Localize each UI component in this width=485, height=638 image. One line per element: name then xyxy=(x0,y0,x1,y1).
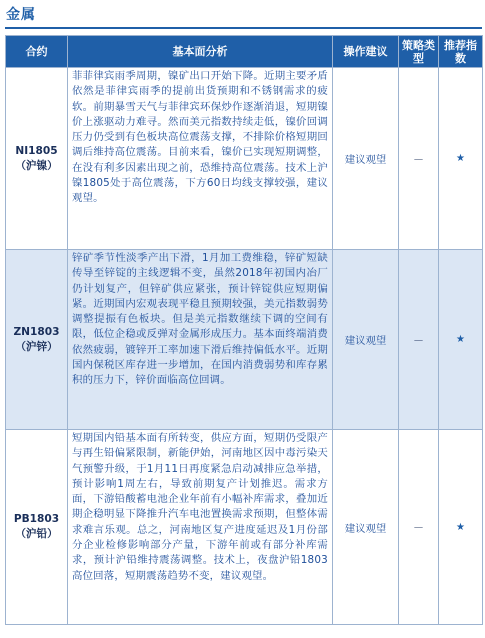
contract-name: （沪锌） xyxy=(15,340,58,353)
contract-code: PB1803 xyxy=(13,513,60,525)
analysis-text: 锌矿季节性淡季产出下滑，1月加工费维稳，锌矿短缺传导至锌锭的主线逻辑不变，虽然2018年初国内冶厂仍计划复产，但锌矿供应紧张，预计锌锭供应短期偏紧。近期国内宏观表现平稳且预期较强，美元指数弱势调整提振有色板块。但是美元指数继续下调的空间有限，低位企稳或反弹对金属形成压力。基本面终端消费依然疲弱，镀锌开工率加速下滑后维持偏低水平。近期国内保税区库存进一步增加，在国内消费弱势和库存累积的压力下，锌价面临高位回调。 xyxy=(68,250,333,430)
table-row xyxy=(6,68,483,250)
header-strategy: 策略类型 xyxy=(399,36,439,68)
title-divider xyxy=(5,27,482,29)
contract-name: （沪铅） xyxy=(15,528,58,540)
header-rating: 推荐指数 xyxy=(439,36,483,68)
analysis-text: 菲菲律宾雨季周期，镍矿出口开始下降。近期主要矛盾依然是菲律宾雨季的提前出货预期和不锈钢需求的疲软。前期暴雪天气与菲律宾环保炒作逐渐消退，短期镍价上涨驱动力难寻。然而美元指数持续走低，镍价回调压力仍受到有色板块高位震荡支撑，不排除价格短期回调后维持高位震荡。目前来看，镍价已实现短期调整，在没有利多因素出现之前，恐维持高位震荡。技术上沪镍1805处于高位震荡，下方60日均线支撑较强，建议观望。 xyxy=(68,68,333,250)
header-contract: 合约 xyxy=(6,36,68,68)
contract-cell xyxy=(6,250,68,430)
action-cell: 建议观望 xyxy=(333,430,399,625)
action-cell: 建议观望 xyxy=(333,250,399,430)
action-cell: 建议观望 xyxy=(333,68,399,250)
contract-name: （沪镍） xyxy=(15,159,58,172)
contract-cell xyxy=(6,430,68,625)
contract-code: NI1805 xyxy=(15,144,58,157)
metals-table xyxy=(5,35,483,625)
rating-star-icon: ★ xyxy=(439,68,483,250)
rating-star-icon: ★ xyxy=(439,250,483,430)
table-header-row xyxy=(6,36,483,68)
strategy-cell: － xyxy=(399,68,439,250)
strategy-cell: － xyxy=(399,430,439,625)
header-analysis: 基本面分析 xyxy=(68,36,333,68)
header-action: 操作建议 xyxy=(333,36,399,68)
section-title: 金属 xyxy=(6,7,36,23)
strategy-cell: － xyxy=(399,250,439,430)
analysis-text: 短期国内铅基本面有所转变，供应方面，短期仍受限产与再生铅偏紧限制，新能伊始，河南地区因中毒污染天气预警升级，于1月11日再度紧急启动减排应急举措，预计影响1周左右，导致前期复产计划推迟。需求方面，下游铅酸蓄电池企业年前有小幅补库需求，叠加近期企稳明显下降推升汽车电池置换需求预期，但整体需求难言乐观。总之，河南地区复产进度延迟及1月份部分企业检修影响部分产量，下游年前或有部分补库需求，预计沪铅维持震荡调整。技术上，夜盘沪铅1803高位回落，短期震荡趋势不变，建议观望。 xyxy=(68,430,333,625)
table-row xyxy=(6,250,483,430)
rating-star-icon: ★ xyxy=(439,430,483,625)
contract-cell xyxy=(6,68,68,250)
contract-code: ZN1803 xyxy=(13,325,60,338)
table-row xyxy=(6,430,483,625)
